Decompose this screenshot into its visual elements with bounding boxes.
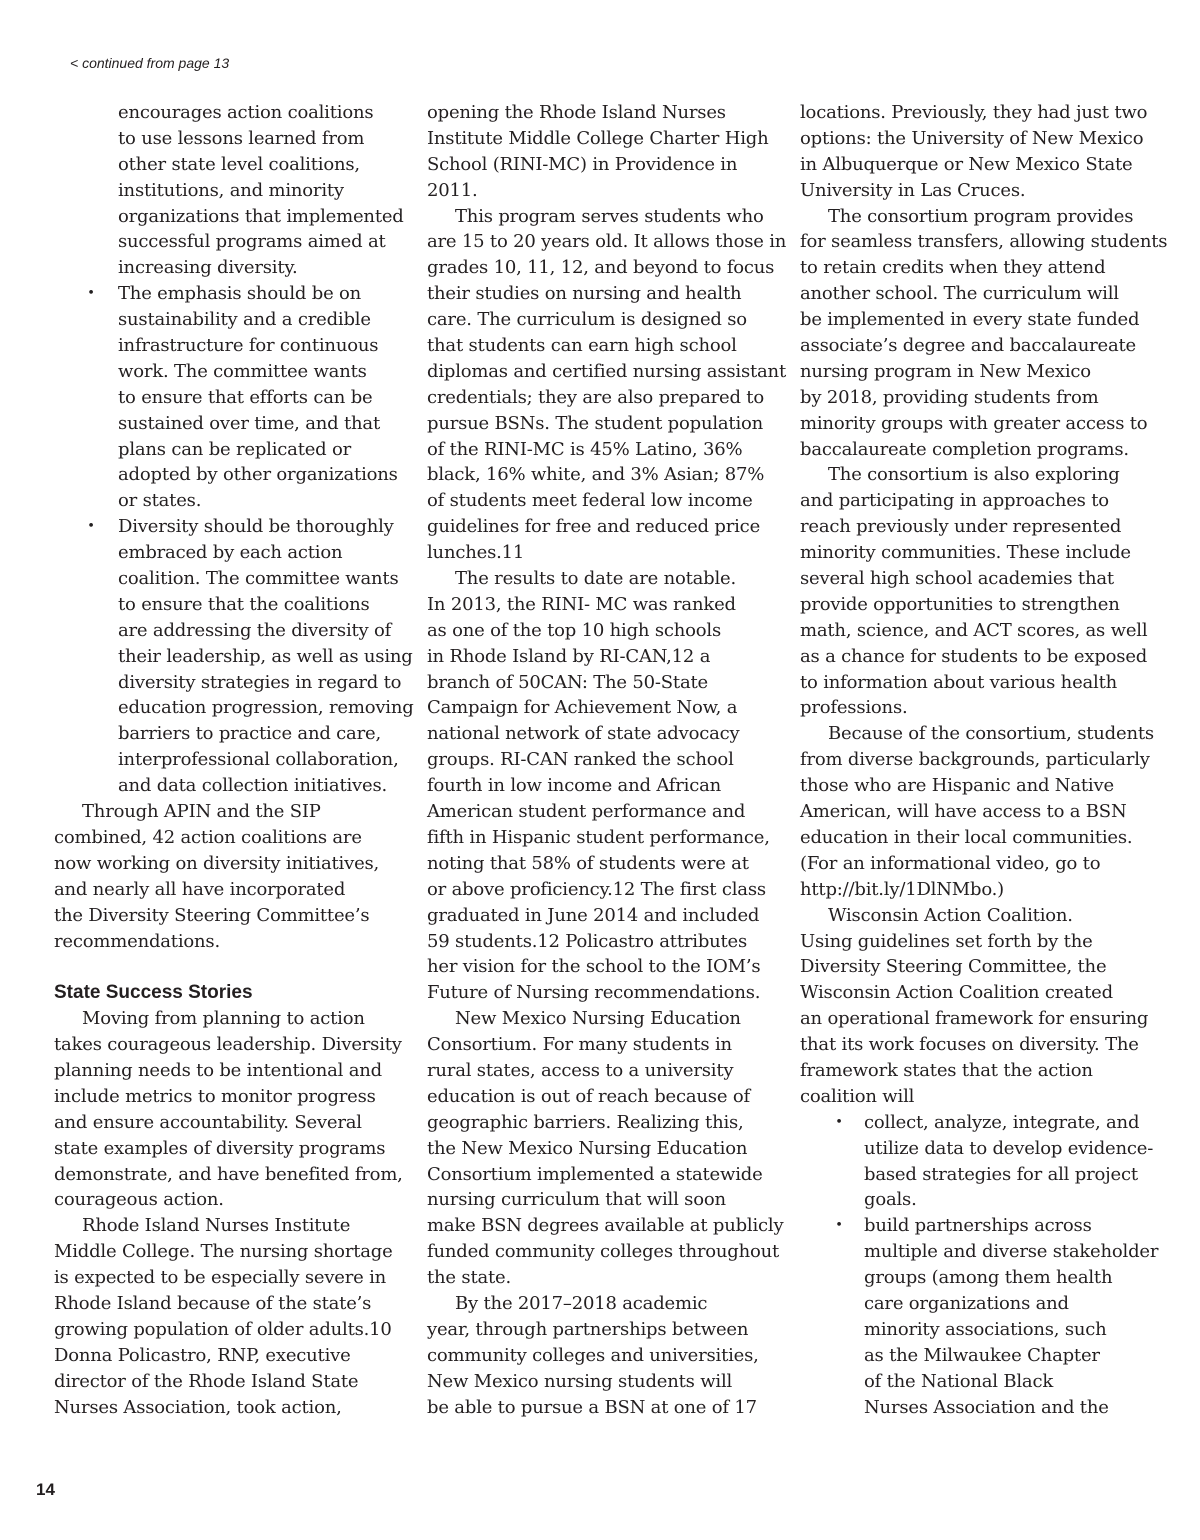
text-line: of the RINI-MC is 45% Latino, 36% xyxy=(427,438,743,460)
text-line: care organizations and xyxy=(864,1292,1069,1314)
text-line: (For an informational video, go to xyxy=(800,852,1101,874)
text-line: Campaign for Achievement Now, a xyxy=(427,697,738,719)
text-line: utilize data to develop evidence- xyxy=(864,1137,1154,1159)
text-line: demonstrate, and have benefited from, xyxy=(54,1163,403,1185)
text-line: Middle College. The nursing shortage xyxy=(54,1241,393,1263)
text-line: Institute Middle College Charter High xyxy=(427,127,769,149)
text-line: coalition will xyxy=(800,1085,915,1107)
text-line: goals. xyxy=(864,1189,917,1211)
text-line: grades 10, 11, 12, and beyond to focus xyxy=(427,257,775,279)
text-line: another school. The curriculum will xyxy=(800,283,1119,305)
text-line: education in their local communities. xyxy=(800,826,1133,848)
text-line: Rhode Island because of the state’s xyxy=(54,1292,372,1314)
text-line: to ensure that efforts can be xyxy=(118,386,373,408)
bullet-text: collect, analyze, integrate, and xyxy=(864,1111,1140,1133)
text-line: that students can earn high school xyxy=(427,335,737,357)
text-line: math, science, and ACT scores, as well xyxy=(800,619,1148,641)
text-line: encourages action coalitions xyxy=(118,102,374,123)
text-line: Future of Nursing recommendations. xyxy=(427,982,761,1004)
paragraph-first-line: Rhode Island Nurses Institute xyxy=(82,1215,351,1237)
text-line: successful programs aimed at xyxy=(118,231,386,253)
text-line: credentials; they are also prepared to xyxy=(427,386,764,408)
text-line: provide opportunities to strengthen xyxy=(800,593,1120,615)
text-line: nursing program in New Mexico xyxy=(800,360,1091,382)
text-line: the New Mexico Nursing Education xyxy=(427,1137,748,1159)
text-line: fifth in Hispanic student performance, xyxy=(427,826,770,848)
text-line: several high school academies that xyxy=(800,568,1114,590)
text-line: work. The committee wants xyxy=(118,360,367,382)
text-line: to use lessons learned from xyxy=(118,127,365,149)
text-line: In 2013, the RINI- MC was ranked xyxy=(427,593,736,615)
text-line: locations. Previously, they had just two xyxy=(800,102,1148,123)
text-line: groups (among them health xyxy=(864,1267,1113,1289)
text-line: of students meet federal low income xyxy=(427,490,753,512)
text-line: Using guidelines set forth by the xyxy=(800,930,1093,952)
text-line: that its work focuses on diversity. The xyxy=(800,1034,1139,1056)
text-line: now working on diversity initiatives, xyxy=(54,852,380,874)
text-line: as a chance for students to be exposed xyxy=(800,645,1148,667)
section-heading: State Success Stories xyxy=(54,982,253,1004)
paragraph-first-line: Wisconsin Action Coalition. xyxy=(828,904,1073,926)
text-line: plans can be replicated or xyxy=(118,438,352,460)
text-line: by 2018, providing students from xyxy=(800,386,1099,408)
text-line: diplomas and certified nursing assistant xyxy=(427,360,786,382)
text-column-1 xyxy=(54,100,414,1420)
text-line: American student performance and xyxy=(427,801,746,823)
text-line: associate’s degree and baccalaureate xyxy=(800,335,1136,357)
text-line: Nurses Association, took action, xyxy=(54,1396,342,1418)
text-line: University in Las Cruces. xyxy=(800,179,1026,201)
text-line: black, 16% white, and 3% Asian; 87% xyxy=(427,464,765,486)
text-line: to retain credits when they attend xyxy=(800,257,1106,279)
bullet-text: The emphasis should be on xyxy=(118,283,362,305)
text-line: to information about various health xyxy=(800,671,1118,693)
text-line: in Albuquerque or New Mexico State xyxy=(800,153,1133,175)
text-line: and data collection initiatives. xyxy=(118,775,388,797)
text-line: minority groups with greater access to xyxy=(800,412,1148,434)
text-line: lunches.11 xyxy=(427,542,525,564)
text-line: planning needs to be intentional and xyxy=(54,1059,382,1081)
text-line: be able to pursue a BSN at one of 17 xyxy=(427,1396,757,1418)
text-line: American, will have access to a BSN xyxy=(800,801,1127,823)
text-line: as the Milwaukee Chapter xyxy=(864,1344,1100,1366)
text-line: of the National Black xyxy=(864,1370,1054,1392)
text-line: professions. xyxy=(800,697,908,719)
text-line: Consortium implemented a statewide xyxy=(427,1163,763,1185)
text-line: or above proficiency.12 The first class xyxy=(427,878,766,900)
text-line: recommendations. xyxy=(54,930,220,952)
text-line: diversity strategies in regard to xyxy=(118,671,402,693)
text-line: funded community colleges throughout xyxy=(427,1241,780,1263)
text-line: for seamless transfers, allowing students xyxy=(800,231,1168,253)
bullet-text: Diversity should be thoroughly xyxy=(118,516,394,538)
text-column-3 xyxy=(800,100,1168,1420)
text-column-2 xyxy=(427,100,787,1420)
text-line: sustained over time, and that xyxy=(118,412,380,434)
bullet-icon: • xyxy=(835,1218,843,1234)
spacer xyxy=(54,954,410,980)
text-line: make BSN degrees available at publicly xyxy=(427,1215,784,1237)
page-number: 14 xyxy=(36,1480,55,1499)
text-line: based strategies for all project xyxy=(864,1163,1138,1185)
text-line: Diversity Steering Committee, the xyxy=(800,956,1107,978)
text-line: increasing diversity. xyxy=(118,257,298,279)
paragraph-first-line: The consortium is also exploring xyxy=(828,464,1120,486)
text-line: guidelines for free and reduced price xyxy=(427,516,761,538)
text-line: the Diversity Steering Committee’s xyxy=(54,904,370,926)
text-line: 2011. xyxy=(427,179,478,201)
text-line: combined, 42 action coalitions are xyxy=(54,826,362,848)
text-line: options: the University of New Mexico xyxy=(800,127,1144,149)
text-line: opening the Rhode Island Nurses xyxy=(427,102,726,123)
text-line: 59 students.12 Policastro attributes xyxy=(427,930,748,952)
text-line: rural states, access to a university xyxy=(427,1059,734,1081)
text-line: year, through partnerships between xyxy=(427,1318,749,1340)
text-line: care. The curriculum is designed so xyxy=(427,309,747,331)
text-line: from diverse backgrounds, particularly xyxy=(800,749,1150,771)
paragraph-first-line: The results to date are notable. xyxy=(455,568,737,590)
text-line: groups. RI-CAN ranked the school xyxy=(427,749,734,771)
text-line: to ensure that the coalitions xyxy=(118,593,370,615)
bullet-icon: • xyxy=(87,519,95,535)
text-line: or states. xyxy=(118,490,202,512)
text-line: geographic barriers. Realizing this, xyxy=(427,1111,744,1133)
text-line: in Rhode Island by RI-CAN,12 a xyxy=(427,645,711,667)
text-line: growing population of older adults.10 xyxy=(54,1318,392,1340)
text-line: as one of the top 10 high schools xyxy=(427,619,722,641)
text-line: adopted by other organizations xyxy=(118,464,398,486)
text-line: and participating in approaches to xyxy=(800,490,1109,512)
text-line: courageous action. xyxy=(54,1189,224,1211)
text-line: New Mexico nursing students will xyxy=(427,1370,733,1392)
bullet-icon: • xyxy=(87,286,95,302)
text-line: education is out of reach because of xyxy=(427,1085,750,1107)
text-line: baccalaureate completion programs. xyxy=(800,438,1129,460)
text-line: fourth in low income and African xyxy=(427,775,722,797)
text-line: organizations that implemented xyxy=(118,205,404,227)
text-line: interprofessional collaboration, xyxy=(118,749,399,771)
text-line: Donna Policastro, RNP, executive xyxy=(54,1344,351,1366)
text-line: and nearly all have incorporated xyxy=(54,878,346,900)
bullet-icon: • xyxy=(835,1114,843,1130)
text-line: multiple and diverse stakeholder xyxy=(864,1241,1159,1263)
text-line: infrastructure for continuous xyxy=(118,335,379,357)
paragraph-first-line: By the 2017–2018 academic xyxy=(455,1292,708,1314)
text-line: the state. xyxy=(427,1267,512,1289)
paragraph-first-line: The consortium program provides xyxy=(828,205,1134,227)
text-line: embraced by each action xyxy=(118,542,343,564)
text-line: is expected to be especially severe in xyxy=(54,1267,387,1289)
text-line: be implemented in every state funded xyxy=(800,309,1140,331)
text-line: takes courageous leadership. Diversity xyxy=(54,1034,402,1056)
text-line: state examples of diversity programs xyxy=(54,1137,386,1159)
text-line: are 15 to 20 years old. It allows those in xyxy=(427,231,787,253)
text-line: reach previously under represented xyxy=(800,516,1122,538)
paragraph-first-line: This program serves students who xyxy=(455,205,764,227)
bullet-item-line xyxy=(800,1110,1152,1136)
text-line: national network of state advocacy xyxy=(427,723,740,745)
text-line: director of the Rhode Island State xyxy=(54,1370,359,1392)
text-line: noting that 58% of students were at xyxy=(427,852,749,874)
text-line: their leadership, as well as using xyxy=(118,645,413,667)
text-line: nursing curriculum that will soon xyxy=(427,1189,726,1211)
text-line: Consortium. For many students in xyxy=(427,1034,732,1056)
text-line: are addressing the diversity of xyxy=(118,619,392,641)
text-line: include metrics to monitor progress xyxy=(54,1085,376,1107)
text-line: School (RINI-MC) in Providence in xyxy=(427,153,738,175)
text-line: their studies on nursing and health xyxy=(427,283,742,305)
bullet-item-line xyxy=(54,514,410,540)
text-line: framework states that the action xyxy=(800,1059,1093,1081)
bullet-item-line xyxy=(800,1213,1152,1239)
paragraph-first-line: Moving from planning to action xyxy=(82,1008,365,1030)
text-line: Nurses Association and the xyxy=(864,1396,1109,1418)
text-line: community colleges and universities, xyxy=(427,1344,759,1366)
paragraph-first-line: New Mexico Nursing Education xyxy=(455,1008,741,1030)
text-line: coalition. The committee wants xyxy=(118,568,399,590)
text-line: sustainability and a credible xyxy=(118,309,371,331)
text-line: Wisconsin Action Coalition created xyxy=(800,982,1113,1004)
text-line: and ensure accountability. Several xyxy=(54,1111,362,1133)
continued-from-note: < continued from page 13 xyxy=(70,55,230,71)
paragraph-first-line: Through APIN and the SIP xyxy=(82,801,321,823)
text-line: branch of 50CAN: The 50-State xyxy=(427,671,708,693)
text-line: graduated in June 2014 and included xyxy=(427,904,760,926)
paragraph-first-line: Because of the consortium, students xyxy=(828,723,1154,745)
text-line: pursue BSNs. The student population xyxy=(427,412,764,434)
text-line: minority associations, such xyxy=(864,1318,1107,1340)
text-line: minority communities. These include xyxy=(800,542,1131,564)
bullet-item-line xyxy=(54,281,410,307)
text-line: those who are Hispanic and Native xyxy=(800,775,1114,797)
text-line: http://bit.ly/1DlNMbo.) xyxy=(800,878,1005,900)
text-line: education progression, removing xyxy=(118,697,414,719)
text-line: institutions, and minority xyxy=(118,179,344,201)
bullet-text: build partnerships across xyxy=(864,1215,1092,1237)
text-line: barriers to practice and care, xyxy=(118,723,381,745)
text-line: other state level coalitions, xyxy=(118,153,360,175)
text-line: an operational framework for ensuring xyxy=(800,1008,1149,1030)
text-line: her vision for the school to the IOM’s xyxy=(427,956,761,978)
